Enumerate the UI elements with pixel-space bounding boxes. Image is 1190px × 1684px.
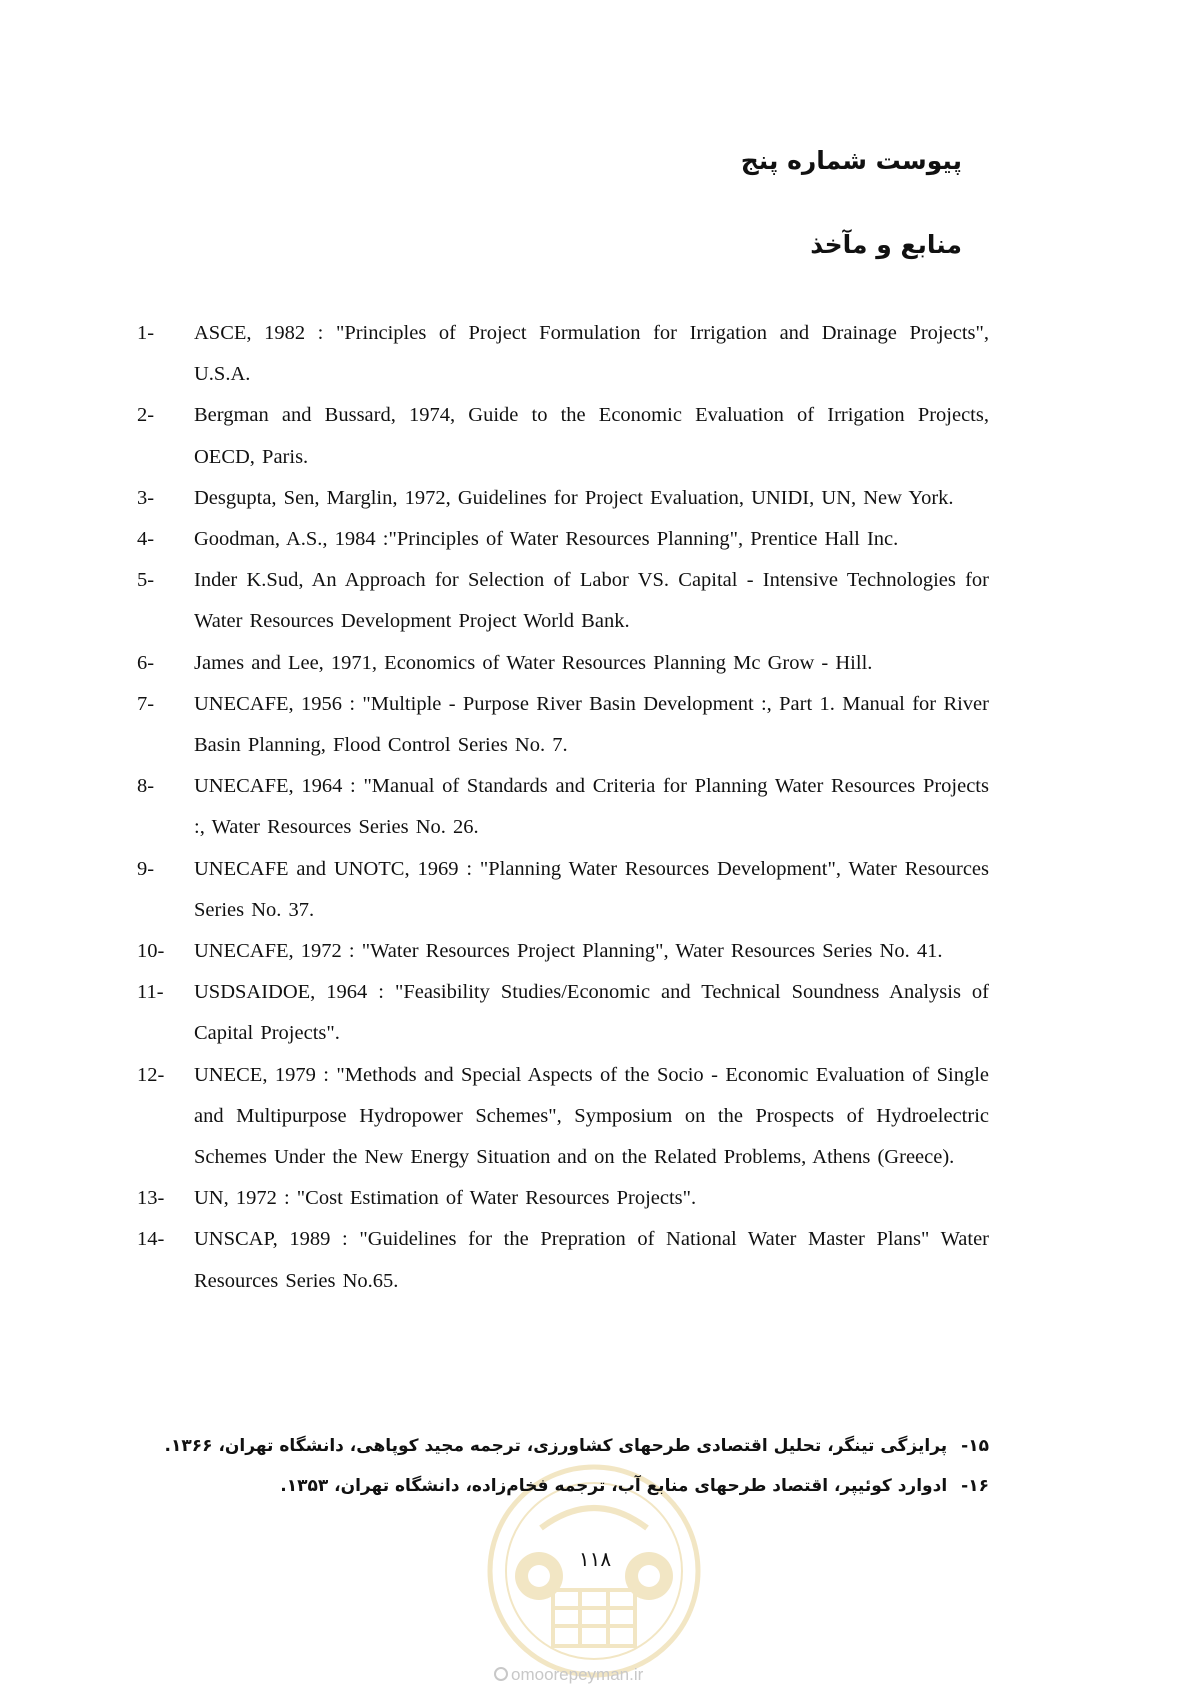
reference-number: 13- — [137, 1187, 165, 1210]
reference-list — [137, 313, 989, 1302]
reference-text: James and Lee, 1971, Economics of Water Resources Planning Mc Grow - Hill. — [194, 651, 873, 674]
reference-text: ادوارد کوئیپر، اقتصاد طرحهای منابع آب، ترجمه فخام‌زاده، دانشگاه تهران، ۱۳۵۳. — [280, 1476, 948, 1496]
reference-number: 6- — [137, 651, 155, 674]
persian-reference-list — [164, 1426, 989, 1506]
reference-item — [137, 643, 989, 684]
reference-item — [137, 395, 989, 477]
reference-text: UNECAFE and UNOTC, 1969 : "Planning Water Resources Development", Water Resources Series No. 37. — [194, 857, 989, 921]
reference-text: Bergman and Bussard, 1974, Guide to the Economic Evaluation of Irrigation Projects, OECD, Paris. — [194, 404, 989, 468]
reference-text: پرایزگی تینگر، تحلیل اقتصادی طرحهای کشاورزی، ترجمه مجید کوپاهی، دانشگاه تهران، ۱۳۶۶. — [164, 1436, 948, 1456]
reference-number: ۱۵- — [961, 1436, 989, 1456]
reference-number: ۱۶- — [961, 1476, 989, 1496]
reference-text: Inder K.Sud, An Approach for Selection of Labor VS. Capital - Intensive Technologies for Water Resources Development Project World Bank. — [194, 569, 989, 633]
web-globe-icon — [494, 1667, 508, 1681]
reference-item — [137, 519, 989, 560]
watermark-text: omoorepeyman.ir — [511, 1665, 644, 1684]
reference-text: USDSAIDOE, 1964 : "Feasibility Studies/Economic and Technical Soundness Analysis of Capital Projects". — [194, 981, 989, 1045]
reference-item — [137, 972, 989, 1054]
reference-item — [137, 313, 989, 395]
reference-text: ASCE, 1982 : "Principles of Project Formulation for Irrigation and Drainage Projects", U.S.A. — [194, 322, 989, 386]
reference-text: UNECE, 1979 : "Methods and Special Aspects of the Socio - Economic Evaluation of Single and Multipurpose Hydropower Schemes", Symposium on the Prospects of Hydroelectric Schemes Under the New Energy Situation and on the Related Problems, Athens (Greece). — [194, 1063, 989, 1169]
reference-item — [137, 849, 989, 931]
reference-number: 9- — [137, 857, 155, 880]
watermark — [494, 1665, 643, 1684]
reference-number: 12- — [137, 1063, 165, 1086]
page-number: ۱۱۸ — [578, 1547, 612, 1571]
reference-text: Desgupta, Sen, Marglin, 1972, Guidelines for Project Evaluation, UNIDI, UN, New York. — [194, 486, 954, 509]
reference-number: 3- — [137, 486, 155, 509]
reference-number: 5- — [137, 569, 155, 592]
reference-item — [137, 931, 989, 972]
reference-item — [137, 1055, 989, 1179]
section-title: منابع و مآخذ — [810, 230, 962, 259]
persian-reference-item — [164, 1426, 989, 1466]
reference-item — [137, 560, 989, 642]
reference-number: 14- — [137, 1228, 165, 1251]
reference-text: UN, 1972 : "Cost Estimation of Water Resources Projects". — [194, 1187, 697, 1210]
reference-item — [137, 684, 989, 766]
reference-item — [137, 1219, 989, 1301]
reference-text: UNECAFE, 1956 : "Multiple - Purpose River Basin Development :, Part 1. Manual for River Basin Planning, Flood Control Series No. 7. — [194, 692, 989, 757]
reference-number: 1- — [137, 322, 155, 344]
persian-reference-item — [229, 1466, 989, 1506]
reference-item — [137, 766, 989, 848]
reference-number: 10- — [137, 940, 165, 963]
reference-number: 2- — [137, 404, 155, 427]
reference-item — [137, 478, 989, 519]
reference-text: UNECAFE, 1964 : "Manual of Standards and Criteria for Planning Water Resources Projects :, Water Resources Series No. 26. — [194, 775, 989, 839]
reference-text: UNECAFE, 1972 : "Water Resources Project Planning", Water Resources Series No. 41. — [194, 940, 943, 963]
reference-text: UNSCAP, 1989 : "Guidelines for the Prepration of National Water Master Plans" Water Resources Series No.65. — [194, 1228, 989, 1292]
appendix-title: پیوست شماره پنج — [740, 146, 962, 175]
reference-number: 11- — [137, 981, 164, 1004]
reference-text: Goodman, A.S., 1984 :"Principles of Water Resources Planning", Prentice Hall Inc. — [194, 528, 899, 551]
reference-number: 8- — [137, 775, 155, 798]
reference-item — [137, 1178, 989, 1219]
reference-number: 4- — [137, 528, 155, 551]
reference-number: 7- — [137, 692, 155, 715]
